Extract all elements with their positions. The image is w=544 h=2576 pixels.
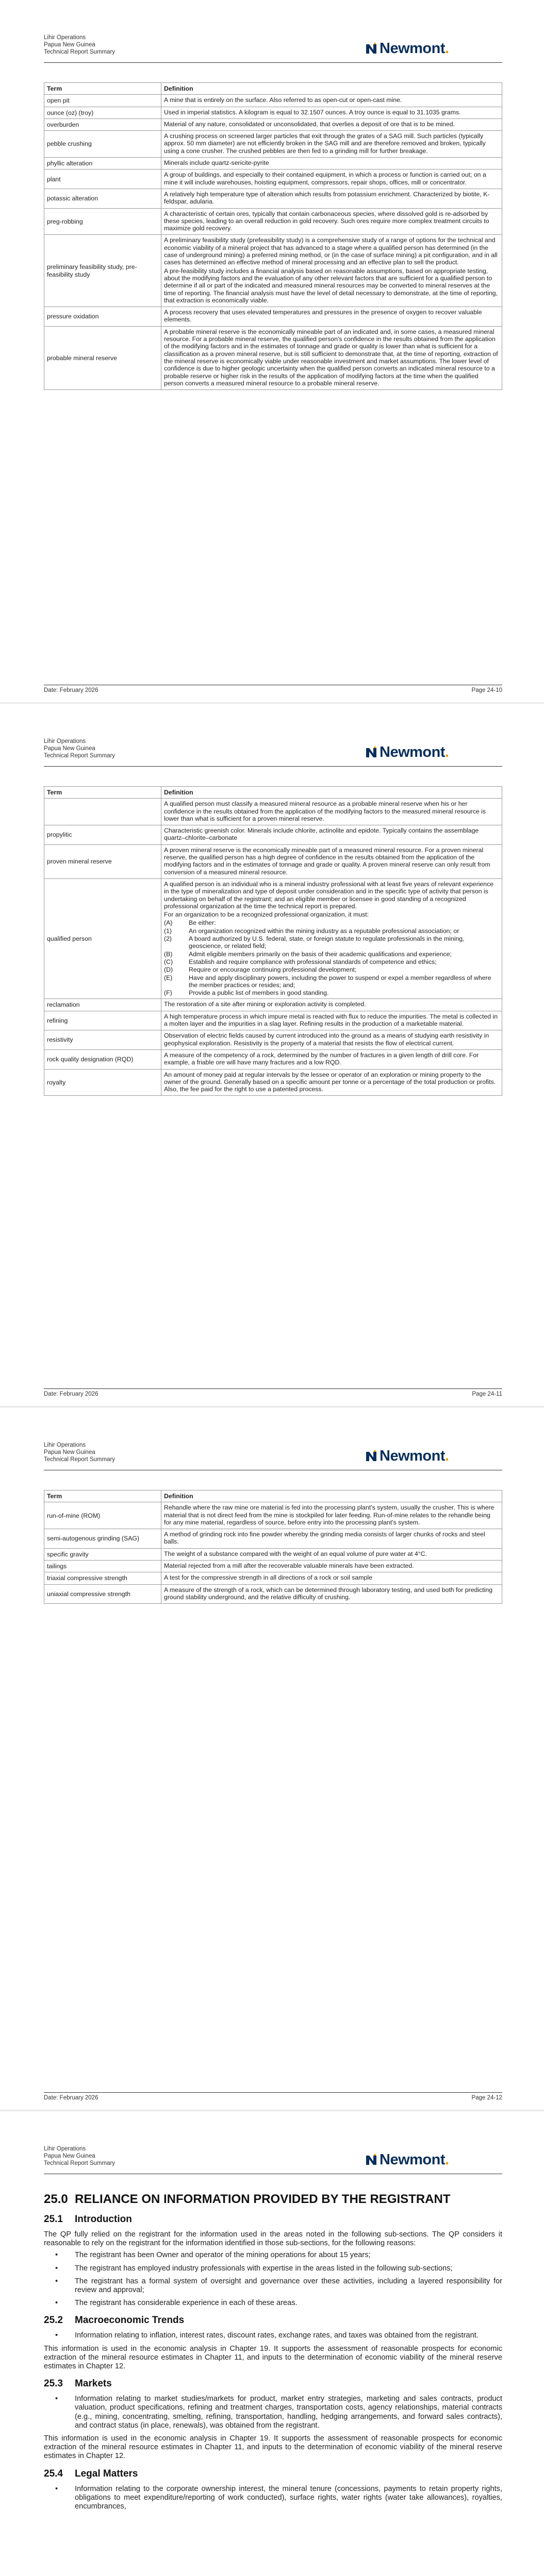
criteria-item xyxy=(164,935,499,950)
column-header-term: Term xyxy=(44,1490,161,1502)
column-header-term: Term xyxy=(44,787,161,799)
glossary-table xyxy=(44,82,502,390)
criteria-item xyxy=(164,989,499,996)
bullet-list xyxy=(44,2395,502,2430)
criteria-text: A board authorized by U.S. federal, state, or foreign statute to regulate professionals in the mining, geoscience, or related field; xyxy=(189,935,465,950)
column-header-term: Term xyxy=(44,83,161,95)
column-header-definition: Definition xyxy=(161,83,502,95)
definition-cell xyxy=(161,1011,502,1030)
criteria-item xyxy=(164,966,499,973)
criteria-text: Establish and require compliance with professional standards of competence and ethics; xyxy=(189,958,437,965)
definition-text: A preliminary feasibility study (prefeasibility study) is a comprehensive study of a range of options for the technical and economic viability of a mineral project that has advanced to a stage where a qualified person has determined (in the case of underground mining) a preferred mining method, or (in the case of surface mining) a pit configuration, and in all cases has determined an effective method of mineral processing and an effective plan to sell the product. xyxy=(164,236,498,266)
newmont-logo xyxy=(364,741,449,764)
subsection-heading xyxy=(44,2315,502,2326)
definition-cell xyxy=(161,878,502,998)
newmont-logo xyxy=(364,1445,449,1467)
definition-text: Material rejected from a mill after the recoverable valuable minerals have been extracted. xyxy=(164,1562,414,1570)
definition-text: The restoration of a site after mining or exploration activity is completed. xyxy=(164,1001,366,1008)
bullet-icon: • xyxy=(55,2277,58,2285)
subsection-heading xyxy=(44,2468,502,2480)
definition-text: A probable mineral reserve is the economically mineable part of an indicated and, in some cases, a measured mineral resource. For a probable mineral reserve, the qualified person's confidence in the results obtained from the application of the modifying factors and in the estimates of tonnage and grade or quality is lower than what is sufficient for a classification as a proven mineral reserve, but is still sufficient to demonstrate that, at the time of reporting, extraction of the mineral reserve is economically viable under reasonable investment and market assumptions. The lower level of confidence is due to higher geologic uncertainty when the qualified person converts an indicated mineral resource to a probable reserve or higher risk in the results of the application of modifying factors at the time when the qualified person converts a measured mineral resource to a probable mineral reserve. xyxy=(164,328,498,387)
newmont-logo xyxy=(364,2148,449,2171)
criteria-text: Be either: xyxy=(189,919,216,927)
list-item-text: Information relating to inflation, interest rates, discount rates, exchange rates, and taxes was obtained from the registrant. xyxy=(75,2331,479,2340)
table-row xyxy=(44,131,502,158)
definition-text: The weight of a substance compared with the weight of an equal volume of pure water at 4°C. xyxy=(164,1550,427,1557)
term-cell: preg-robbing xyxy=(44,208,161,235)
definition-text: A measure of the competency of a rock, determined by the number of fractures in a given length of drill core. For example, a friable ore will have many fractures and a low RQD. xyxy=(164,1051,479,1066)
table-header-row xyxy=(44,1490,502,1502)
table-row xyxy=(44,1584,502,1604)
subsection-title: Markets xyxy=(75,2378,112,2389)
definition-cell xyxy=(161,999,502,1011)
newmont-logo xyxy=(364,37,449,60)
header-line: Papua New Guinea xyxy=(44,1449,95,1455)
criteria-label: (A) xyxy=(164,919,173,927)
term-cell: specific gravity xyxy=(44,1548,161,1560)
definition-text: Minerals include quartz-sericite-pyrite xyxy=(164,159,269,167)
header-rule xyxy=(44,62,502,63)
list-item xyxy=(44,2299,502,2308)
definition-text: A proven mineral reserve is the economically mineable part of a measured mineral resource. For a proven mineral reserve, the qualified person has a high degree of confidence in the results obtained from the application of the modifying factors and in the estimates of tonnage and grade or quality. A proven mineral reserve can only result from conversion of a measured mineral resource. xyxy=(164,846,490,876)
subsection-number: 25.3 xyxy=(44,2378,63,2389)
definition-cell xyxy=(161,1529,502,1549)
logo-dot: . xyxy=(445,40,449,57)
term-cell: proven mineral reserve xyxy=(44,844,161,878)
header-line: Lihir Operations xyxy=(44,738,86,744)
term-cell: royalty xyxy=(44,1069,161,1096)
subsection-title: Introduction xyxy=(75,2214,132,2225)
term-cell: open pit xyxy=(44,95,161,107)
term-cell: tailings xyxy=(44,1561,161,1572)
list-item xyxy=(44,2331,502,2340)
definition-text: An amount of money paid at regular intervals by the lessee or operator of an exploration or mining property to the owner of the ground. Generally based on a specific amount per tonne or a percentage of the total production or profits. Also, the fee paid for the right to use a patented process. xyxy=(164,1071,496,1093)
criteria-item xyxy=(164,958,499,965)
subsection-title: Macroeconomic Trends xyxy=(75,2315,185,2326)
table-row xyxy=(44,189,502,208)
bullet-icon: • xyxy=(55,2264,58,2273)
table-row xyxy=(44,844,502,878)
criteria-text: Admit eligible members primarily on the basis of their academic qualifications and experience; xyxy=(189,950,452,958)
glossary-rows xyxy=(44,95,502,390)
table-row xyxy=(44,107,502,118)
header-line: Technical Report Summary xyxy=(44,2160,116,2166)
header-line: Technical Report Summary xyxy=(44,753,116,759)
term-cell: reclamation xyxy=(44,999,161,1011)
glossary-rows xyxy=(44,799,502,1096)
definition-cell xyxy=(161,1561,502,1572)
term-cell: overburden xyxy=(44,118,161,130)
term-cell: propylitic xyxy=(44,825,161,845)
subsection-number: 25.4 xyxy=(44,2468,63,2479)
list-item-text: Information relating to market studies/markets for product, market entry strategies, marketing and sales contracts, product valuation, product specifications, refining and treatment charges, transportation costs, agency relationships, material contracts (e.g., mining, concentrating, smelting, refining, transportation, handling, hedging arrangements, and forward sales contracts), and contract status (in place, renewals), was obtained from the registrant. xyxy=(75,2395,502,2430)
page-footer xyxy=(44,687,502,693)
table-header-row xyxy=(44,83,502,95)
logo-dot: . xyxy=(445,1447,449,1464)
definition-text: Material of any nature, consolidated or unconsolidated, that overlies a deposit of ore that is to be mined. xyxy=(164,120,455,128)
list-item-text: Information relating to the corporate ownership interest, the mineral tenure (concessions, payments to retain property rights, obligations to meet expenditure/reporting of work conducted), surface rights, water rights (water take allowances), royalties, encumbrances, xyxy=(75,2484,502,2511)
definition-text: A test for the compressive strength in all directions of a rock or soil sample xyxy=(164,1574,372,1582)
logo-dot: . xyxy=(445,2151,449,2168)
definition-cell xyxy=(161,170,502,189)
bullet-icon: • xyxy=(55,2484,58,2493)
page-number: Page 24-10 xyxy=(471,687,502,693)
criteria-label: (2) xyxy=(164,935,172,943)
newmont-logo-mark-icon xyxy=(364,1449,378,1463)
definition-cell xyxy=(161,235,502,307)
criteria-item xyxy=(164,919,499,926)
bullet-icon: • xyxy=(55,2299,58,2308)
term-cell: phyllic alteration xyxy=(44,158,161,170)
definition-cell xyxy=(161,1069,502,1096)
page-header xyxy=(44,34,115,56)
table-row xyxy=(44,170,502,189)
glossary-table xyxy=(44,786,502,1096)
definition-cell xyxy=(161,118,502,130)
definition-cell xyxy=(161,1030,502,1050)
list-item xyxy=(44,2277,502,2295)
term-cell: triaxial compressive strength xyxy=(44,1572,161,1584)
definition-cell xyxy=(161,1548,502,1560)
footer-date: Date: February 2026 xyxy=(44,687,98,693)
term-cell: qualified person xyxy=(44,878,161,998)
newmont-logo-mark-icon xyxy=(364,745,378,759)
term-cell: resistivity xyxy=(44,1030,161,1050)
header-line: Lihir Operations xyxy=(44,1442,86,1448)
section-25 xyxy=(44,2192,502,2515)
table-row xyxy=(44,235,502,307)
page-header xyxy=(44,2145,115,2167)
criteria-item xyxy=(164,951,499,958)
term-cell: uniaxial compressive strength xyxy=(44,1584,161,1604)
header-line: Technical Report Summary xyxy=(44,1456,116,1463)
table-row xyxy=(44,1529,502,1549)
term-cell: rock quality designation (RQD) xyxy=(44,1049,161,1069)
subsection-number: 25.2 xyxy=(44,2315,63,2326)
definition-cell xyxy=(161,95,502,107)
bullet-list xyxy=(44,2331,502,2340)
section-number: 25.0 xyxy=(44,2192,68,2206)
table-row xyxy=(44,825,502,845)
list-item xyxy=(44,2395,502,2430)
table-row xyxy=(44,118,502,130)
definition-cell xyxy=(161,1572,502,1584)
criteria-label: (C) xyxy=(164,958,173,965)
criteria-text: An organization recognized within the mining industry as a reputable professional association; or xyxy=(189,927,459,935)
subsection-number: 25.1 xyxy=(44,2214,63,2225)
definition-text: A high temperature process in which impure metal is reacted with flux to reduce the impurities. The metal is collected in a molten layer and the impurities in a slag layer. Refining results in the production of a marketable material. xyxy=(164,1012,498,1028)
bullet-icon: • xyxy=(55,2251,58,2260)
logo-dot: . xyxy=(445,743,449,760)
bullet-list xyxy=(44,2251,502,2308)
section-heading xyxy=(44,2192,502,2207)
report-page xyxy=(0,2111,544,2576)
definition-cell xyxy=(161,799,502,825)
term-cell: pebble crushing xyxy=(44,131,161,158)
term-cell: plant xyxy=(44,170,161,189)
definition-cell xyxy=(161,158,502,170)
paragraph: The QP fully relied on the registrant for the information used in the areas noted in the following sub-sections. The QP considers it reasonable to rely on the registrant for the information identified in those sub-sections, for the following reasons: xyxy=(44,2230,502,2248)
page-footer xyxy=(44,2095,502,2101)
table-row xyxy=(44,95,502,107)
table-row xyxy=(44,1069,502,1096)
bullet-list xyxy=(44,2485,502,2512)
criteria-item xyxy=(164,927,499,935)
table-row xyxy=(44,1030,502,1050)
column-header-definition: Definition xyxy=(161,1490,502,1502)
footer-date: Date: February 2026 xyxy=(44,1391,98,1397)
term-cell: probable mineral reserve xyxy=(44,326,161,389)
criteria-item xyxy=(164,974,499,989)
term-cell: pressure oxidation xyxy=(44,307,161,327)
paragraph: This information is used in the economic analysis in Chapter 19. It supports the assessment of reasonable prospects for economic extraction of the mineral resource estimates in Chapter 11, and inputs to the determination of economic viability of the mineral reserve estimates in Chapter 12. xyxy=(44,2344,502,2371)
list-item-text: The registrant has been Owner and operator of the mining operations for about 15 years; xyxy=(75,2251,371,2260)
term-cell: run-of-mine (ROM) xyxy=(44,1502,161,1529)
criteria-label: (E) xyxy=(164,974,173,981)
list-item xyxy=(44,2264,502,2273)
glossary-rows xyxy=(44,1502,502,1604)
criteria-text: Have and apply disciplinary powers, including the power to suspend or expel a member regardless of where the member practices or resides; and; xyxy=(189,974,491,989)
list-item-text: The registrant has considerable experience in each of these areas. xyxy=(75,2299,298,2308)
criteria-text: Require or encourage continuing professional development; xyxy=(189,966,357,974)
report-page xyxy=(0,1408,544,2111)
definition-cell xyxy=(161,844,502,878)
table-row xyxy=(44,1011,502,1030)
table-row xyxy=(44,1572,502,1584)
definition-text: A crushing process on screened larger particles that exit through the grates of a SAG mill. Such particles (typically approx. 50 mm diameter) are not efficiently broken in the SAG mill and are therefore removed and broken, typically using a cone crusher. The crushed pebbles are then fed to a grinding mill for further breakage. xyxy=(164,132,486,155)
header-line: Papua New Guinea xyxy=(44,42,95,48)
list-item xyxy=(44,2251,502,2260)
definition-cell xyxy=(161,825,502,845)
page-number: Page 24-11 xyxy=(472,1391,502,1397)
term-cell: semi-autogenous grinding (SAG) xyxy=(44,1529,161,1549)
definition-cell xyxy=(161,326,502,389)
criteria-label: (D) xyxy=(164,966,173,974)
list-item-text: The registrant has employed industry professionals with expertise in the areas listed in the following sub-sections; xyxy=(75,2264,453,2273)
bullet-icon: • xyxy=(55,2331,58,2340)
table-header-row xyxy=(44,787,502,799)
table-row xyxy=(44,1049,502,1069)
definition-text: A characteristic of certain ores, typically that contain carbonaceous species, where dissolved gold is re-adsorbed by these species, leading to an overall reduction in gold recovery. Such ores require more complex treatment circuits to maximize gold recovery. xyxy=(164,210,489,232)
header-line: Lihir Operations xyxy=(44,2146,86,2152)
report-page xyxy=(0,0,544,703)
newmont-logo-mark-icon xyxy=(364,2153,378,2167)
definition-cell xyxy=(161,1502,502,1529)
page-footer xyxy=(44,1391,502,1397)
definition-text: A pre-feasibility study includes a financial analysis based on reasonable assumptions, based on appropriate testing, about the modifying factors and the evaluation of any other relevant factors that are sufficient for a qualified person to determine if all or part of the indicated and measured mineral resources may be converted to mineral reserves at the time of reporting. The financial analysis must have the level of detail necessary to demonstrate, at the time of reporting, that extraction is economically viable. xyxy=(164,267,498,304)
header-line: Technical Report Summary xyxy=(44,49,116,55)
definition-cell xyxy=(161,131,502,158)
footer-rule xyxy=(44,2092,502,2093)
section-title: RELIANCE ON INFORMATION PROVIDED BY THE REGISTRANT xyxy=(75,2192,451,2206)
table-row xyxy=(44,999,502,1011)
logo-wordmark: Newmont xyxy=(380,40,445,57)
table-row xyxy=(44,1502,502,1529)
criteria-label: (B) xyxy=(164,950,173,958)
term-cell: preliminary feasibility study, pre-feasibility study xyxy=(44,235,161,307)
definition-text: A group of buildings, and especially to their contained equipment, in which a process or function is carried out; on a mine it will include warehouses, hoisting equipment, compressors, repair shops, offices, mill or concentrator. xyxy=(164,171,486,186)
definition-text: A mine that is entirely on the surface. Also referred to as open-cut or open-cast mine. xyxy=(164,96,402,104)
logo-wordmark: Newmont xyxy=(380,1447,445,1464)
criteria-label: (1) xyxy=(164,927,172,935)
definition-text: A relatively high temperature type of alteration which results from potassium enrichment. Characterized by biotite, K-feldspar, adularia. xyxy=(164,190,490,206)
list-item-text: The registrant has a formal system of oversight and governance over these activities, including a layered responsibility for review and approval; xyxy=(75,2277,502,2295)
criteria-text: Provide a public list of members in good standing. xyxy=(189,989,329,997)
definition-text: Rehandle where the raw mine ore material is fed into the processing plant's system, usually the crusher. This is where material that is not direct feed from the mine is stockpiled for later feeding. Run-of-mine relates to the rehandle being for any mine material, regardless of source, before entry into the processing plant's system. xyxy=(164,1504,494,1526)
definition-text: Observation of electric fields caused by current introduced into the ground as a means of studying earth resistivity in geophysical exploration. Resistivity is the property of a material that resists the flow of electrical current. xyxy=(164,1032,489,1047)
definition-cell xyxy=(161,107,502,118)
criteria-label: (F) xyxy=(164,989,172,997)
definition-text: Characteristic greenish color. Minerals include chlorite, actinolite and epidote. Typically contains the assemblage quartz–chlorite–carbonate xyxy=(164,827,479,842)
logo-wordmark: Newmont xyxy=(380,743,445,760)
footer-rule xyxy=(44,1388,502,1389)
definition-text: For an organization to be a recognized professional organization, it must: xyxy=(164,911,369,919)
term-cell: refining xyxy=(44,1011,161,1030)
paragraph: This information is used in the economic analysis in Chapter 19. It supports the assessment of reasonable prospects for economic extraction of the mineral resource estimates in Chapter 11, and inputs to the determination of economic viability of the mineral reserve estimates in Chapter 12. xyxy=(44,2434,502,2461)
header-line: Lihir Operations xyxy=(44,35,86,41)
table-row xyxy=(44,1548,502,1560)
subsection-heading xyxy=(44,2378,502,2389)
glossary-table xyxy=(44,1490,502,1604)
definition-cell xyxy=(161,1584,502,1604)
column-header-definition: Definition xyxy=(161,787,502,799)
definition-text: A qualified person is an individual who is a mineral industry professional with at least five years of relevant experience in the type of mineralization and type of deposit under consideration and in the specific type of activity that person is undertaking on behalf of the registrant; and an eligible member or licensee in good standing of a recognized professional organization at the time the technical report is prepared. xyxy=(164,880,494,910)
header-line: Papua New Guinea xyxy=(44,745,95,752)
term-cell: potassic alteration xyxy=(44,189,161,208)
table-row xyxy=(44,208,502,235)
definition-text: A method of grinding rock into fine powder whereby the grinding media consists of larger chunks of rocks and steel balls. xyxy=(164,1531,485,1546)
definition-cell xyxy=(161,208,502,235)
header-rule xyxy=(44,766,502,767)
logo-wordmark: Newmont xyxy=(380,2151,445,2168)
table-row xyxy=(44,878,502,998)
table-row xyxy=(44,158,502,170)
table-row xyxy=(44,326,502,389)
definition-cell xyxy=(161,189,502,208)
page-header xyxy=(44,738,115,759)
table-row xyxy=(44,307,502,327)
newmont-logo-mark-icon xyxy=(364,41,378,56)
definition-text: Used in imperial statistics. A kilogram is equal to 32.1507 ounces. A troy ounce is equal to 31.1035 grams. xyxy=(164,108,461,116)
header-line: Papua New Guinea xyxy=(44,2153,95,2159)
table-row xyxy=(44,799,502,825)
list-item xyxy=(44,2485,502,2512)
table-row xyxy=(44,1561,502,1572)
footer-date: Date: February 2026 xyxy=(44,2095,98,2101)
report-page xyxy=(0,704,544,1407)
page-header xyxy=(44,1442,115,1463)
page-number: Page 24-12 xyxy=(471,2095,502,2101)
definition-cell xyxy=(161,1049,502,1069)
definition-text: A qualified person must classify a measured mineral resource as a probable mineral reserve when his or her confidence in the results obtained from the application of the modifying factors to the measured mineral resource is lower than what is sufficient for a proven mineral reserve. xyxy=(164,800,486,822)
subsection-title: Legal Matters xyxy=(75,2468,138,2479)
term-cell xyxy=(44,799,161,825)
definition-text: A measure of the strength of a rock, which can be determined through laboratory testing, and used both for predicting ground stability underground, and the relative difficulty of crushing. xyxy=(164,1586,493,1601)
term-cell: ounce (oz) (troy) xyxy=(44,107,161,118)
definition-cell xyxy=(161,307,502,327)
definition-text: A process recovery that uses elevated temperatures and pressures in the presence of oxygen to recover valuable elements. xyxy=(164,309,482,324)
subsection-heading xyxy=(44,2214,502,2225)
bullet-icon: • xyxy=(55,2395,58,2403)
